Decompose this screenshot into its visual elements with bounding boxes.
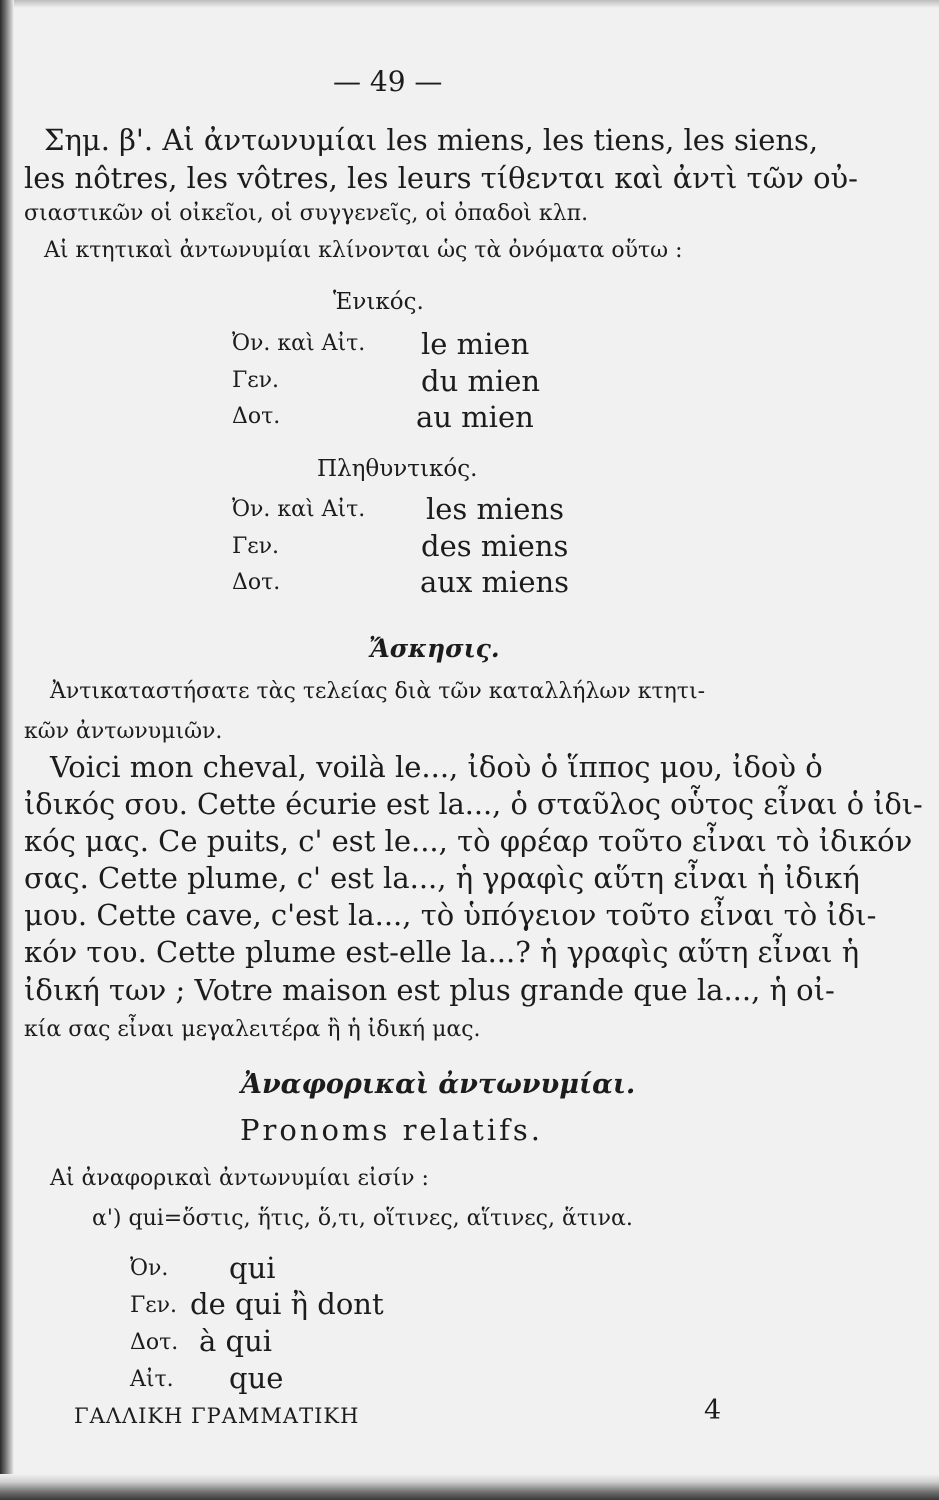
relatives-form: qui — [229, 1251, 276, 1285]
note-line: Σημ. β'. Αἱ ἀντωνυμίαι les miens, les tiens, les siens, — [44, 123, 819, 157]
relatives-form: de qui ἢ dont — [190, 1287, 384, 1321]
relatives-case: Ὀν. — [130, 1256, 169, 1281]
relatives-case: Αἰτ. — [130, 1367, 174, 1392]
plural-heading: Πληθυντικός. — [317, 456, 478, 482]
relatives-form: à qui — [199, 1324, 273, 1358]
declension-form: au mien — [416, 400, 534, 434]
declension-case: Δοτ. — [232, 570, 281, 595]
note-line: σιαστικῶν οἱ οἰκεῖοι, οἱ συγγενεῖς, οἱ ὀπαδοὶ κλπ. — [24, 201, 589, 226]
relatives-form: que — [229, 1361, 284, 1395]
page-bottom-edge — [0, 1474, 939, 1500]
exercise-line: κία σας εἶναι μεγαλειτέρα ἢ ἡ ἰδική μας. — [24, 1017, 481, 1042]
exercise-line: μου. Cette cave, c'est la..., τὸ ὑπόγειον τοῦτο εἶναι τὸ ἰδι- — [24, 898, 877, 932]
relatives-subtitle: Pronoms relatifs. — [240, 1113, 543, 1147]
declension-case: Ὀν. καὶ Αἰτ. — [232, 497, 366, 522]
exercise-title: Ἄσκησις. — [369, 634, 500, 663]
note-line: les nôtres, les vôtres, les leurs τίθενται καὶ ἀντὶ τῶν οὐ- — [24, 161, 858, 195]
declension-form: du mien — [421, 364, 541, 398]
relatives-case: Γεν. — [130, 1293, 178, 1318]
declension-case: Γεν. — [232, 534, 280, 559]
declension-case: Ὀν. καὶ Αἰτ. — [232, 331, 366, 356]
declension-form: le mien — [421, 327, 530, 361]
exercise-instruction: Ἀντικαταστήσατε τὰς τελείας διὰ τῶν καταλλήλων κτητι- — [50, 679, 706, 704]
exercise-line: κόν του. Cette plume est-elle la...? ἡ γραφὶς αὕτη εἶναι ἡ — [24, 935, 860, 969]
exercise-line: ἰδική των ; Votre maison est plus grande que la..., ἡ οἰ- — [24, 973, 835, 1007]
exercise-line: Voici mon cheval, voilà le..., ἰδοὺ ὁ ἵππος μου, ἰδοὺ ὁ — [50, 750, 823, 784]
exercise-line: κός μας. Ce puits, c' est le..., τὸ φρέαρ τοῦτο εἶναι τὸ ἰδικόν — [24, 824, 913, 858]
exercise-line: σας. Cette plume, c' est la..., ἡ γραφὶς αὕτη εἶναι ἡ ἰδική — [24, 861, 860, 895]
declension-form: aux miens — [420, 565, 570, 599]
exercise-line: ἰδικός σου. Cette écurie est la..., ὁ σταῦλος οὗτος εἶναι ὁ ἰδι- — [24, 787, 923, 821]
page-number: — 49 — — [333, 65, 443, 98]
relatives-title: Ἀναφορικαὶ ἀντωνυμίαι. — [241, 1069, 636, 1100]
declension-form: des miens — [421, 529, 569, 563]
note-line: Αἱ κτητικαὶ ἀντωνυμίαι κλίνονται ὡς τὰ ὀνόματα οὕτω : — [44, 238, 683, 263]
relatives-item-a: α') qui=ὅστις, ἥτις, ὅ,τι, οἵτινες, αἵτινες, ἅτινα. — [92, 1206, 633, 1231]
relatives-case: Δοτ. — [130, 1330, 179, 1355]
singular-heading: Ἑνικός. — [333, 289, 424, 315]
relatives-intro: Αἱ ἀναφορικαὶ ἀντωνυμίαι εἰσίν : — [50, 1166, 429, 1191]
exercise-instruction: κῶν ἀντωνυμιῶν. — [24, 719, 223, 744]
page-top-edge — [0, 0, 939, 8]
page-binding-edge — [0, 0, 14, 1500]
running-footer-title: ΓΑΛΛΙΚΗ ΓΡΑΜΜΑΤΙΚΗ — [74, 1404, 360, 1428]
declension-form: les miens — [426, 492, 565, 526]
declension-case: Δοτ. — [232, 404, 281, 429]
declension-case: Γεν. — [232, 368, 280, 393]
signature-mark: 4 — [704, 1395, 722, 1426]
